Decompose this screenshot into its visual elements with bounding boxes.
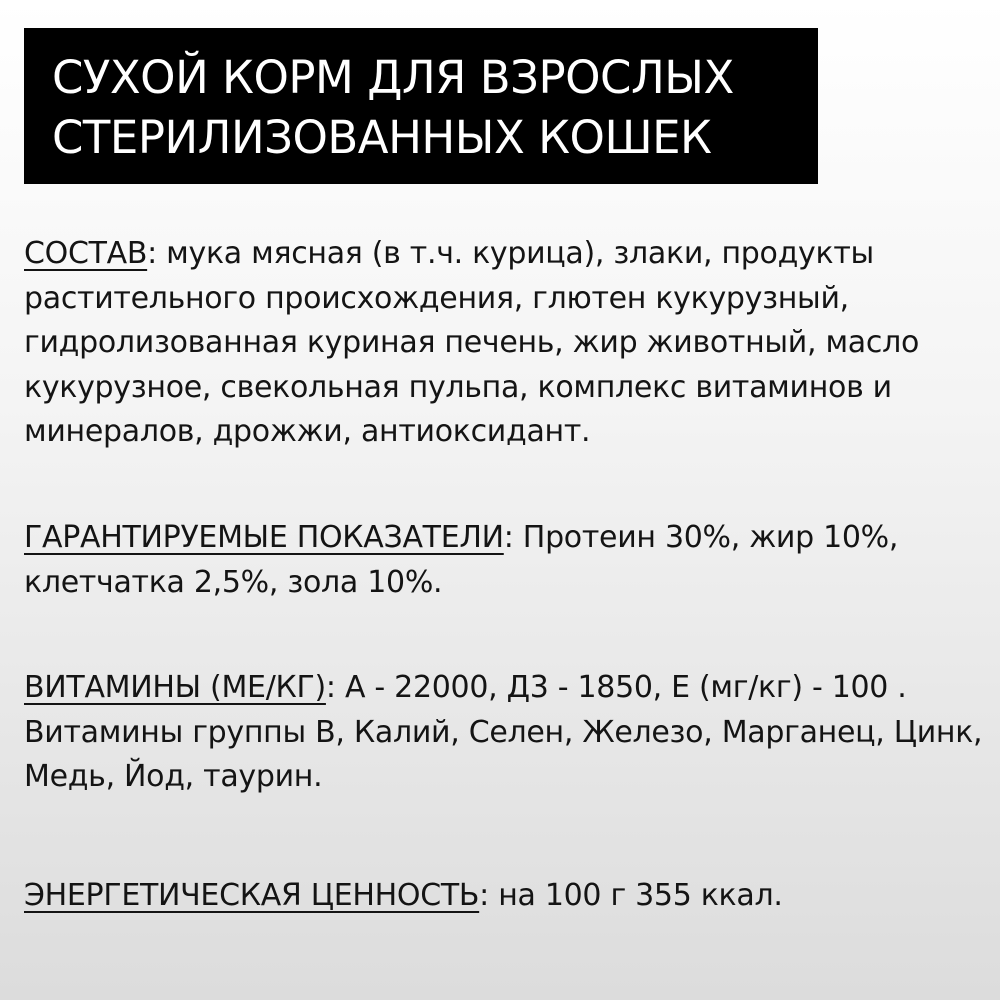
section-guaranteed-values-text: : Протеин 30%, жир 10%, клетчатка 2,5%, зола 10%. <box>24 520 899 600</box>
section-energy-value-text: : на 100 г 355 ккал. <box>479 878 783 913</box>
section-guaranteed-values <box>24 516 984 605</box>
section-vitamins-text: : А - 22000, Д3 - 1850, Е (мг/кг) - 100 . Витамины группы В, Калий, Селен, Железо, Марганец, Цинк, Медь, Йод, таурин. <box>24 670 983 794</box>
section-composition-text: : мука мясная (в т.ч. курица), злаки, продукты растительного происхождения, глютен кукурузный, гидролизованная куриная печень, жир животный, масло кукурузное, свекольная пульпа, комплекс витаминов и минералов, дрожжи, антиоксидант. <box>24 236 919 449</box>
section-composition-label: СОСТАВ <box>24 236 148 271</box>
title-line-2: СТЕРИЛИЗОВАННЫХ КОШЕК <box>52 111 712 164</box>
section-guaranteed-values-label: ГАРАНТИРУЕМЫЕ ПОКАЗАТЕЛИ <box>24 520 504 555</box>
section-composition <box>24 232 984 455</box>
section-energy-value-label: ЭНЕРГЕТИЧЕСКАЯ ЦЕННОСТЬ <box>24 878 480 913</box>
title-line-1: СУХОЙ КОРМ ДЛЯ ВЗРОСЛЫХ <box>52 51 734 104</box>
section-vitamins-label: ВИТАМИНЫ (МЕ/КГ) <box>24 670 326 705</box>
title-banner <box>24 28 818 184</box>
section-energy-value <box>24 874 984 919</box>
section-vitamins <box>24 666 984 800</box>
